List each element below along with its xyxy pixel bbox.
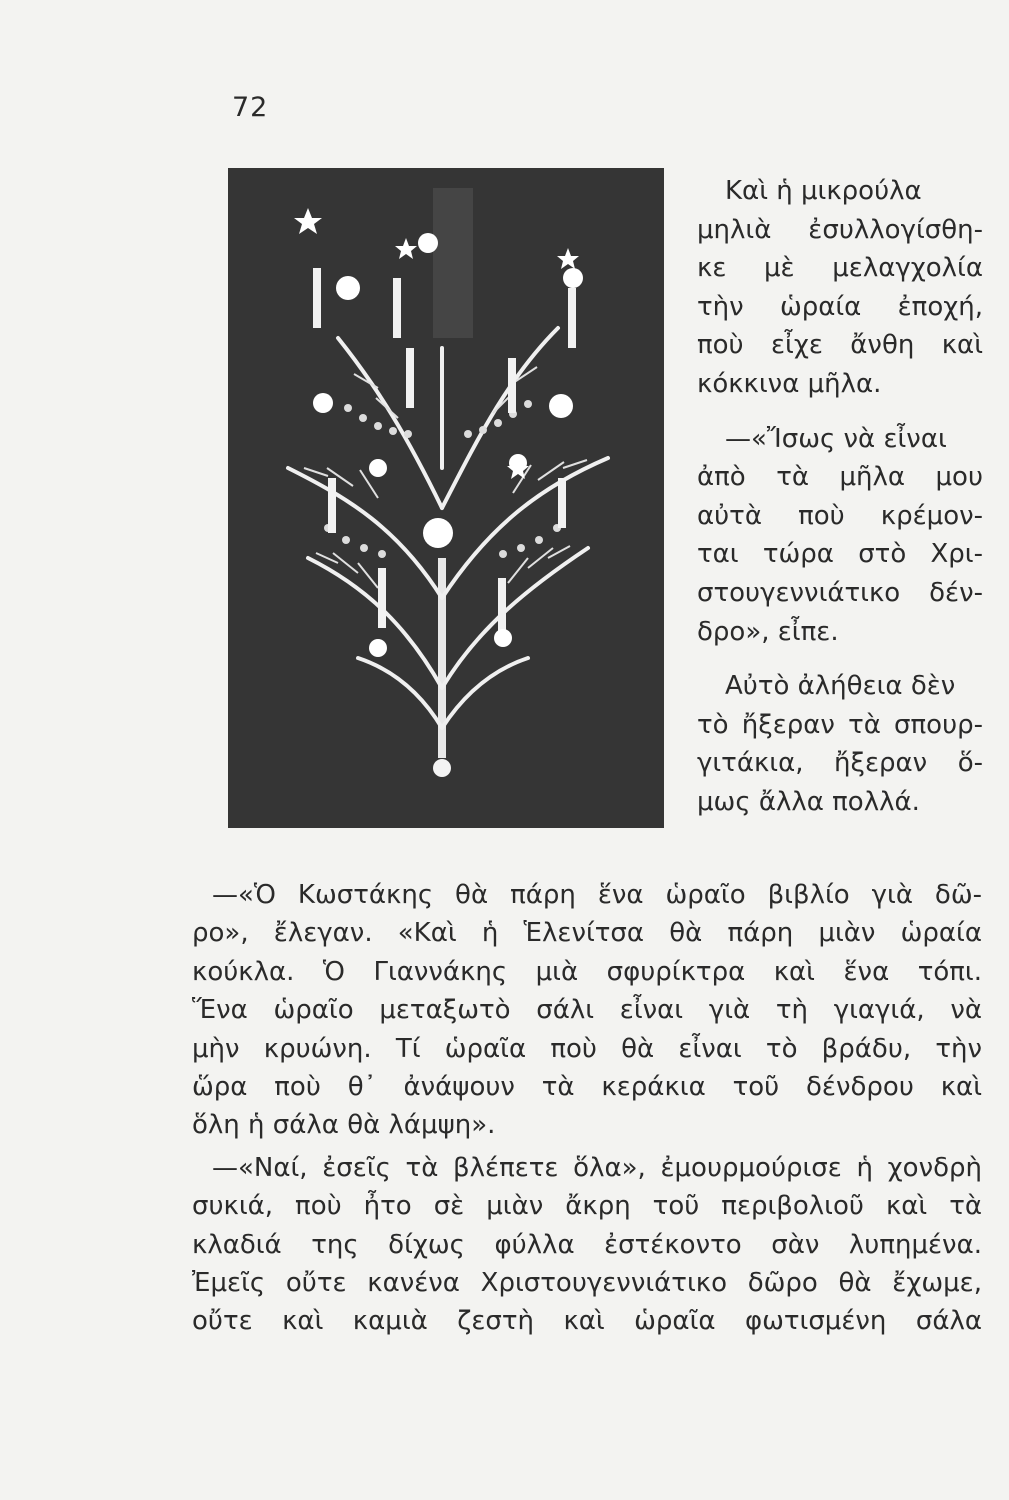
page-number: 72 [232,92,269,123]
text-line: αὐτὰ ποὺ κρέμον- [697,500,983,531]
text-line: τὴν ὡραία ἐποχή, [697,291,983,322]
paragraph [192,876,982,1145]
text-line: Ἐμεῖς οὔτε κανένα Χριστουγεννιάτικο δῶρο θὰ ἔχωμε, [192,1268,982,1299]
text-line: στουγεννιάτικο δέν- [697,577,983,608]
side-paragraph [697,667,983,821]
main-text [192,876,982,1341]
text-line: κούκλα. Ὁ Γιαννάκης μιὰ σφυρίκτρα καὶ ἕνα τόπι. [192,956,982,987]
text-line: Αὐτὸ ἀλήθεια δὲν [725,671,956,702]
text-line: συκιά, ποὺ ἦτο σὲ μιὰν ἄκρη τοῦ περιβολιοῦ καὶ τὰ [192,1191,982,1222]
text-line: μηλιὰ ἐσυλλογίσθη- [697,214,983,245]
text-line: —«Ναί, ἐσεῖς τὰ βλέπετε ὅλα», ἐμουρμούρισε ἡ χονδρὴ [212,1152,982,1183]
text-line: ὥρα ποὺ θ᾽ ἀνάψουν τὰ κεράκια τοῦ δένδρου καὶ [192,1072,982,1103]
text-line: κόκκινα μῆλα. [697,368,882,399]
side-text-column [697,172,983,822]
text-line: Ἕνα ὡραῖο μεταξωτὸ σάλι εἶναι γιὰ τὴ γιαγιά, νὰ [192,995,982,1026]
text-line: δρο», εἶπε. [697,616,839,647]
text-line: τὸ ἤξεραν τὰ σπουρ- [697,709,983,740]
text-line: ἀπὸ τὰ μῆλα μου [697,462,983,493]
text-line: γιτάκια, ἤξεραν ὅ- [697,748,983,779]
christmas-tree-icon [228,168,664,828]
side-paragraph [697,420,983,652]
text-line: Καὶ ἡ μικρούλα [725,176,922,206]
text-line: μως ἄλλα πολλά. [697,786,920,817]
text-line: ὅλη ἡ σάλα θὰ λάμψη». [192,1110,496,1141]
text-line: κε μὲ μελαγχολία [697,253,983,284]
text-line: —«Ἴσως νὰ εἶναι [725,423,947,454]
paragraph [192,1149,982,1341]
text-line: μὴν κρυώνη. Τί ὡραῖα ποὺ θὰ εἶναι τὸ βράδυ, τὴν [192,1033,982,1064]
text-line: —«Ὁ Κωστάκης θὰ πάρη ἕνα ὡραῖο βιβλίο γιὰ δῶ- [212,880,982,910]
text-line: οὔτε καὶ καμιὰ ζεστὴ καὶ ὡραῖα φωτισμένη σάλα [192,1306,982,1337]
text-line: ται τώρα στὸ Χρι- [697,539,983,570]
text-line: κλαδιά της δίχως φύλλα ἐστέκοντο σὰν λυπημένα. [192,1229,982,1260]
side-paragraph [697,172,983,404]
text-line: ποὺ εἶχε ἄνθη καὶ [697,330,983,361]
christmas-tree-illustration [228,168,664,828]
text-line: ρο», ἔλεγαν. «Καὶ ἡ Ἑλενίτσα θὰ πάρη μιὰν ὡραία [192,918,982,949]
